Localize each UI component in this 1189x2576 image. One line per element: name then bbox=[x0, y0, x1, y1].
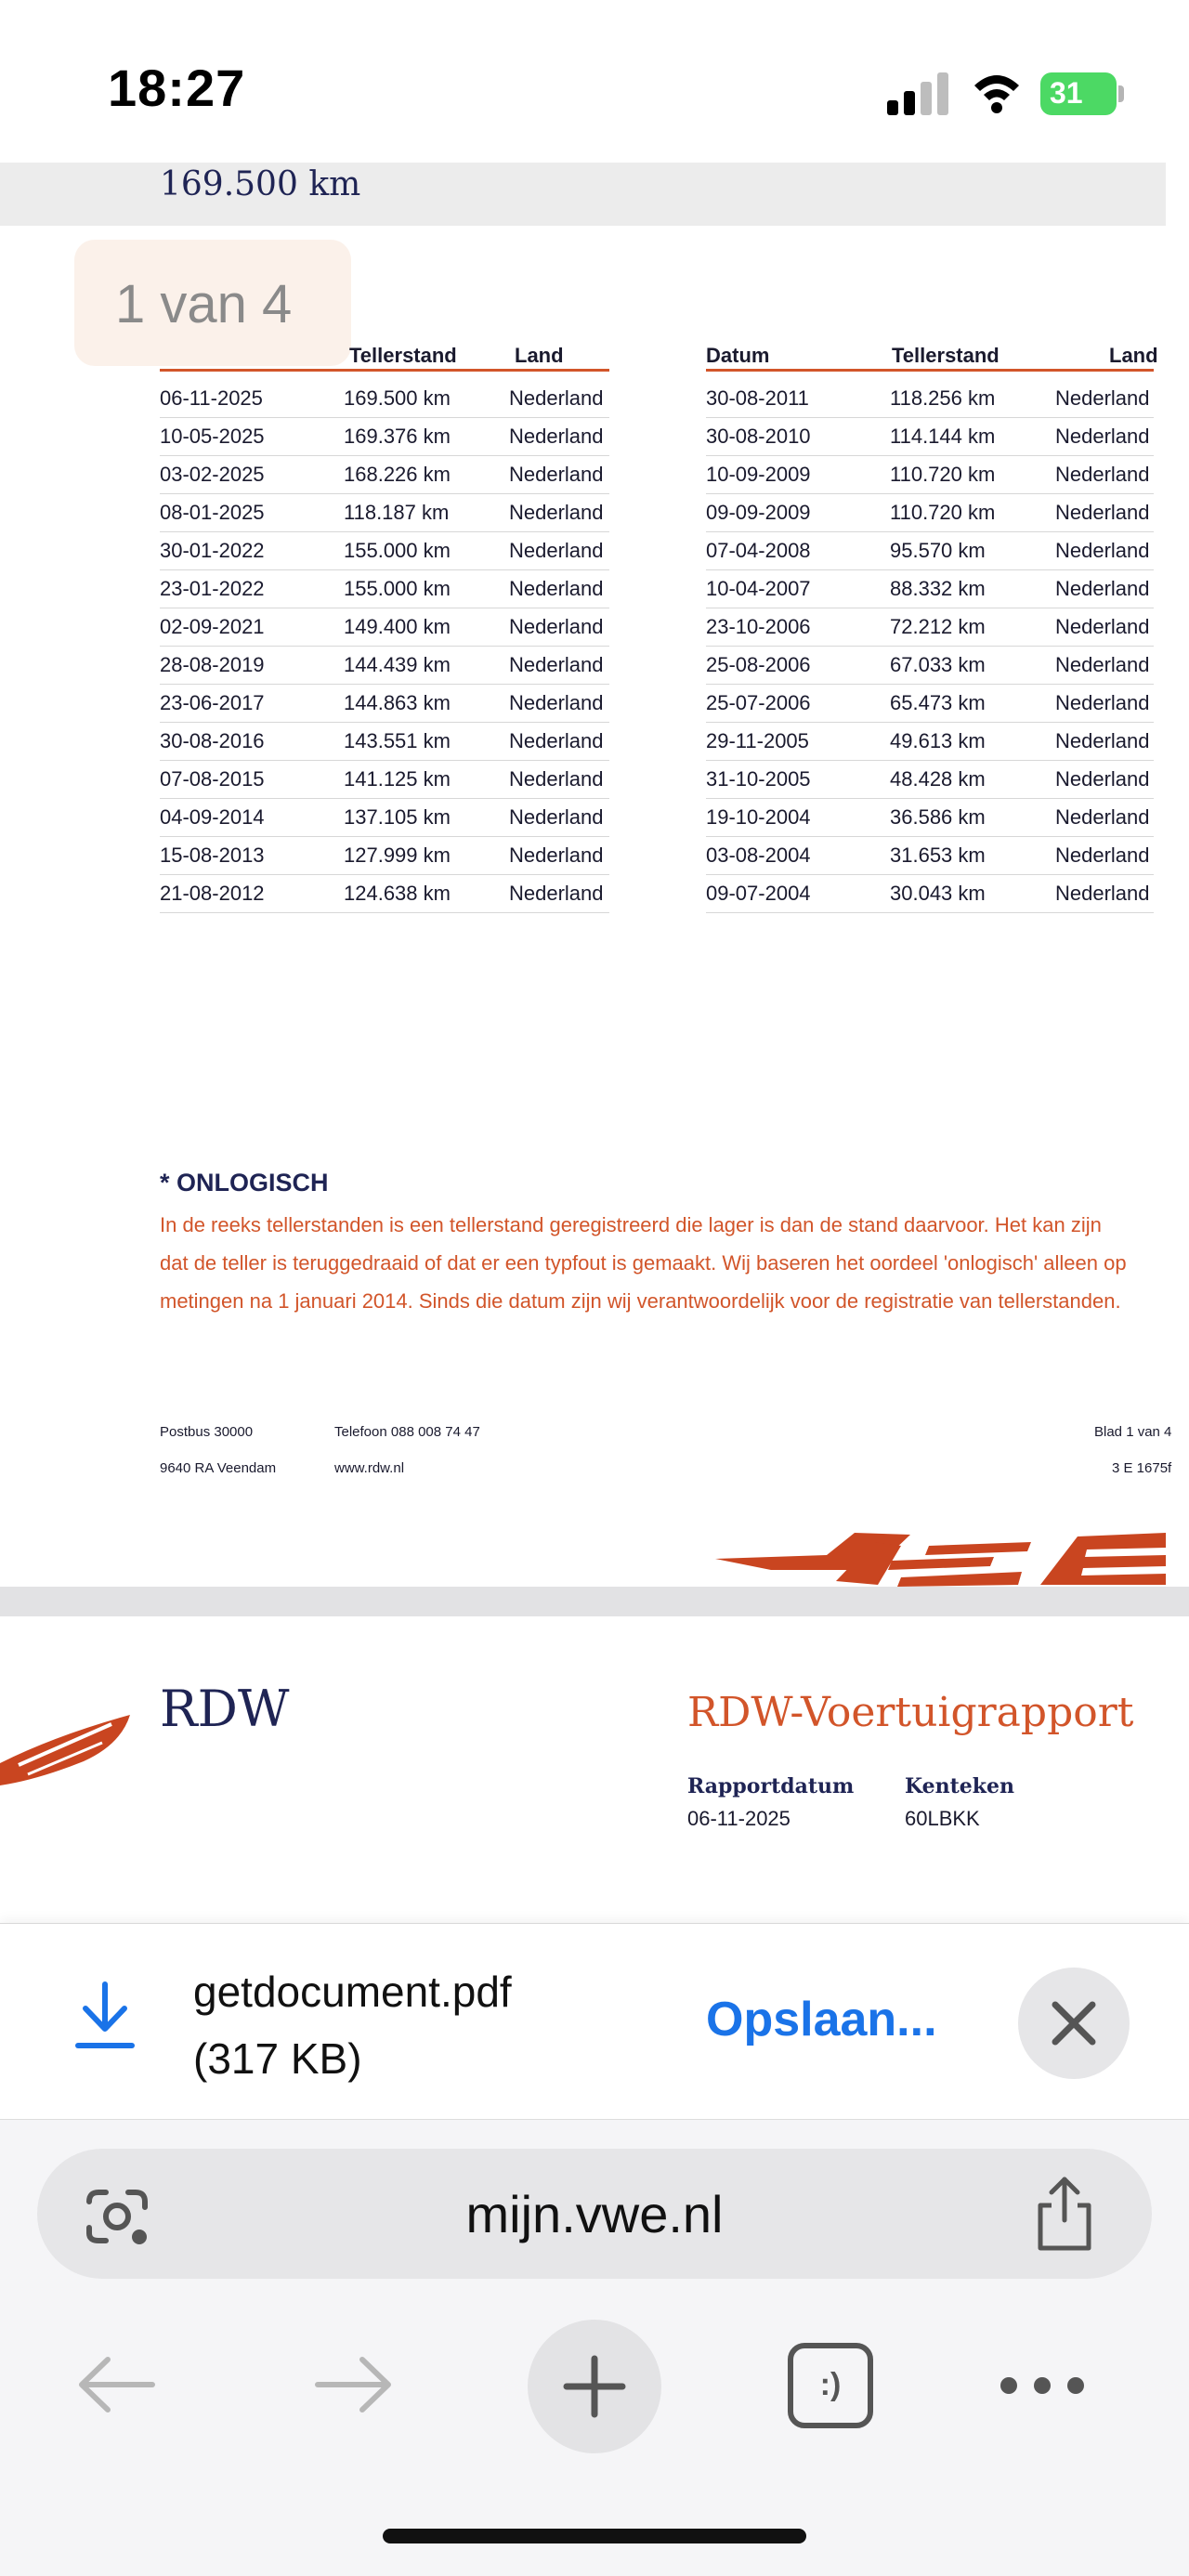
rdw-logo-text: RDW bbox=[160, 1680, 290, 1738]
odometer-cell: 48.428 km bbox=[890, 767, 986, 791]
table-row bbox=[706, 379, 1154, 418]
date-cell: 02-09-2021 bbox=[160, 615, 265, 638]
country-cell: Nederland bbox=[509, 577, 604, 600]
table-row bbox=[706, 798, 1154, 837]
page-separator bbox=[0, 1587, 1189, 1616]
country-cell: Nederland bbox=[509, 653, 604, 676]
table-row bbox=[706, 874, 1154, 913]
table-row bbox=[160, 531, 609, 570]
table-row bbox=[160, 417, 609, 456]
date-cell: 23-01-2022 bbox=[160, 577, 265, 600]
date-cell: 21-08-2012 bbox=[160, 882, 265, 905]
country-cell: Nederland bbox=[1055, 425, 1150, 448]
country-cell: Nederland bbox=[509, 463, 604, 486]
country-cell: Nederland bbox=[1055, 386, 1150, 410]
odometer-cell: 155.000 km bbox=[344, 577, 451, 600]
table-row bbox=[706, 417, 1154, 456]
home-indicator bbox=[383, 2529, 806, 2543]
table-row bbox=[706, 760, 1154, 799]
date-cell: 23-10-2006 bbox=[706, 615, 811, 638]
odometer-cell: 137.105 km bbox=[344, 805, 451, 829]
country-cell: Nederland bbox=[509, 805, 604, 829]
date-cell: 30-08-2016 bbox=[160, 729, 265, 752]
plus-icon bbox=[561, 2353, 628, 2420]
date-cell: 03-02-2025 bbox=[160, 463, 265, 486]
status-time: 18:27 bbox=[108, 59, 246, 117]
report-title: RDW-Voertuigrapport bbox=[687, 1689, 1134, 1736]
odometer-cell: 110.720 km bbox=[890, 463, 996, 486]
date-cell: 30-01-2022 bbox=[160, 539, 265, 562]
col-header-tellerstand: Tellerstand bbox=[892, 344, 1000, 367]
odometer-cell: 169.500 km bbox=[344, 386, 451, 410]
page-indicator bbox=[74, 240, 351, 366]
rdw-feather-logo-icon bbox=[0, 1707, 134, 1785]
table-row bbox=[706, 836, 1154, 875]
odometer-cell: 36.586 km bbox=[890, 805, 986, 829]
rapportdatum-label: Rapportdatum bbox=[687, 1774, 855, 1798]
table-row bbox=[160, 722, 609, 761]
date-cell: 06-11-2025 bbox=[160, 386, 263, 410]
table-row bbox=[706, 608, 1154, 647]
table-row bbox=[706, 531, 1154, 570]
table-row bbox=[160, 493, 609, 532]
odometer-cell: 144.863 km bbox=[344, 691, 451, 714]
date-cell: 09-09-2009 bbox=[706, 501, 811, 524]
date-cell: 23-06-2017 bbox=[160, 691, 265, 714]
forward-arrow-icon[interactable] bbox=[312, 2352, 396, 2417]
odometer-cell: 114.144 km bbox=[890, 425, 996, 448]
date-cell: 31-10-2005 bbox=[706, 767, 811, 791]
table-row bbox=[160, 379, 609, 418]
table-row bbox=[706, 569, 1154, 608]
country-cell: Nederland bbox=[1055, 539, 1150, 562]
tabs-button[interactable] bbox=[788, 2343, 873, 2428]
table-row bbox=[160, 798, 609, 837]
odometer-cell: 144.439 km bbox=[344, 653, 451, 676]
status-bar bbox=[0, 0, 1189, 163]
country-cell: Nederland bbox=[509, 767, 604, 791]
odometer-cell: 95.570 km bbox=[890, 539, 986, 562]
odometer-cell: 65.473 km bbox=[890, 691, 986, 714]
table-row bbox=[706, 722, 1154, 761]
odometer-cell: 168.226 km bbox=[344, 463, 451, 486]
odometer-cell: 143.551 km bbox=[344, 729, 451, 752]
date-cell: 07-08-2015 bbox=[160, 767, 265, 791]
page-indicator-label: 1 van 4 bbox=[115, 274, 293, 334]
footer-postbus: Postbus 30000 bbox=[160, 1424, 254, 1440]
country-cell: Nederland bbox=[1055, 843, 1150, 867]
table-row bbox=[160, 455, 609, 494]
date-cell: 25-07-2006 bbox=[706, 691, 811, 714]
odometer-cell: 149.400 km bbox=[344, 615, 451, 638]
more-options-icon[interactable] bbox=[998, 2372, 1087, 2399]
address-url[interactable]: mijn.vwe.nl bbox=[465, 2185, 724, 2243]
onlogisch-explanation bbox=[160, 1206, 1182, 1320]
date-cell: 10-05-2025 bbox=[160, 425, 265, 448]
col-header-land: Land bbox=[515, 344, 564, 367]
tabs-label: :) bbox=[819, 2367, 842, 2402]
odometer-cell: 127.999 km bbox=[344, 843, 451, 867]
country-cell: Nederland bbox=[1055, 691, 1150, 714]
table-row bbox=[160, 569, 609, 608]
onlogisch-title: * ONLOGISCH bbox=[160, 1169, 329, 1196]
date-cell: 07-04-2008 bbox=[706, 539, 811, 562]
table-row bbox=[706, 684, 1154, 723]
share-icon[interactable] bbox=[1031, 2174, 1098, 2254]
previous-page-km: 169.500 km bbox=[160, 165, 361, 203]
odometer-cell: 118.256 km bbox=[890, 386, 996, 410]
back-arrow-icon[interactable] bbox=[74, 2352, 158, 2417]
save-button[interactable]: Opslaan... bbox=[706, 1993, 937, 2046]
country-cell: Nederland bbox=[1055, 882, 1150, 905]
table-row bbox=[160, 646, 609, 685]
country-cell: Nederland bbox=[1055, 615, 1150, 638]
odometer-cell: 169.376 km bbox=[344, 425, 451, 448]
close-download-button[interactable] bbox=[1018, 1968, 1130, 2079]
country-cell: Nederland bbox=[1055, 653, 1150, 676]
date-cell: 30-08-2011 bbox=[706, 386, 809, 410]
wifi-icon bbox=[971, 71, 1023, 113]
odometer-cell: 67.033 km bbox=[890, 653, 986, 676]
close-icon bbox=[1050, 1999, 1098, 2047]
col-header-tellerstand: Tellerstand bbox=[349, 344, 457, 367]
rapportdatum-value: 06-11-2025 bbox=[687, 1807, 790, 1830]
date-cell: 10-04-2007 bbox=[706, 577, 811, 600]
date-cell: 08-01-2025 bbox=[160, 501, 265, 524]
pdf-page-2[interactable] bbox=[0, 1616, 1166, 1923]
download-bar bbox=[0, 1923, 1189, 2119]
odometer-cell: 30.043 km bbox=[890, 882, 986, 905]
country-cell: Nederland bbox=[1055, 729, 1150, 752]
date-cell: 09-07-2004 bbox=[706, 882, 811, 905]
country-cell: Nederland bbox=[1055, 805, 1150, 829]
footer-page-number: Blad 1 van 4 bbox=[1094, 1424, 1172, 1440]
col-header-datum: Datum bbox=[706, 344, 770, 367]
download-filename: getdocument.pdf bbox=[193, 1968, 512, 2016]
odometer-cell: 88.332 km bbox=[890, 577, 986, 600]
onlogisch-line-1: In de reeks tellerstanden is een tellerstand geregistreerd die lager is dan de stand daarvoor. Het kan zijn bbox=[160, 1213, 1102, 1236]
country-cell: Nederland bbox=[509, 691, 604, 714]
date-cell: 28-08-2019 bbox=[160, 653, 265, 676]
country-cell: Nederland bbox=[509, 386, 604, 410]
table-row bbox=[160, 874, 609, 913]
date-cell: 29-11-2005 bbox=[706, 729, 809, 752]
date-cell: 30-08-2010 bbox=[706, 425, 811, 448]
battery-percentage: 31 bbox=[1050, 76, 1083, 110]
footer-city: 9640 RA Veendam bbox=[160, 1460, 277, 1476]
kenteken-value: 60LBKK bbox=[905, 1807, 980, 1830]
table-row bbox=[706, 493, 1154, 532]
odometer-cell: 141.125 km bbox=[344, 767, 451, 791]
date-cell: 19-10-2004 bbox=[706, 805, 811, 829]
odometer-cell: 118.187 km bbox=[344, 501, 450, 524]
country-cell: Nederland bbox=[1055, 577, 1150, 600]
download-file-info bbox=[193, 1958, 512, 2092]
table-row bbox=[706, 646, 1154, 685]
table-row bbox=[160, 684, 609, 723]
date-cell: 03-08-2004 bbox=[706, 843, 811, 867]
date-cell: 15-08-2013 bbox=[160, 843, 265, 867]
download-icon bbox=[72, 1979, 137, 2053]
col-header-land: Land bbox=[1109, 344, 1158, 367]
table-row bbox=[160, 836, 609, 875]
odometer-cell: 72.212 km bbox=[890, 615, 986, 638]
odometer-cell: 49.613 km bbox=[890, 729, 986, 752]
country-cell: Nederland bbox=[1055, 501, 1150, 524]
date-cell: 10-09-2009 bbox=[706, 463, 811, 486]
cellular-signal-icon bbox=[887, 72, 952, 115]
country-cell: Nederland bbox=[509, 729, 604, 752]
date-cell: 25-08-2006 bbox=[706, 653, 811, 676]
table-row bbox=[706, 455, 1154, 494]
odometer-cell: 110.720 km bbox=[890, 501, 996, 524]
country-cell: Nederland bbox=[1055, 463, 1150, 486]
country-cell: Nederland bbox=[509, 843, 604, 867]
country-cell: Nederland bbox=[509, 539, 604, 562]
country-cell: Nederland bbox=[509, 425, 604, 448]
onlogisch-line-3: metingen na 1 januari 2014. Sinds die datum zijn wij verantwoordelijk voor de registratie van tellerstanden. bbox=[160, 1289, 1121, 1313]
odometer-cell: 155.000 km bbox=[344, 539, 451, 562]
rdw-stripes-logo bbox=[715, 1533, 1166, 1589]
footer-phone: Telefoon 088 008 74 47 bbox=[334, 1424, 480, 1440]
footer-web: www.rdw.nl bbox=[334, 1460, 405, 1476]
country-cell: Nederland bbox=[509, 501, 604, 524]
kenteken-label: Kenteken bbox=[905, 1774, 1015, 1798]
table-row bbox=[160, 608, 609, 647]
country-cell: Nederland bbox=[1055, 767, 1150, 791]
odometer-cell: 124.638 km bbox=[344, 882, 451, 905]
table-row bbox=[160, 760, 609, 799]
date-cell: 04-09-2014 bbox=[160, 805, 265, 829]
country-cell: Nederland bbox=[509, 615, 604, 638]
odometer-cell: 31.653 km bbox=[890, 843, 986, 867]
country-cell: Nederland bbox=[509, 882, 604, 905]
download-filesize: (317 KB) bbox=[193, 2034, 362, 2083]
new-tab-button[interactable] bbox=[528, 2320, 661, 2453]
battery-icon bbox=[1040, 72, 1126, 115]
footer-code: 3 E 1675f bbox=[1112, 1460, 1172, 1476]
onlogisch-line-2: dat de teller is teruggedraaid of dat er een typfout is gemaakt. Wij baseren het oordeel 'onlogisch' alleen op bbox=[160, 1251, 1127, 1275]
